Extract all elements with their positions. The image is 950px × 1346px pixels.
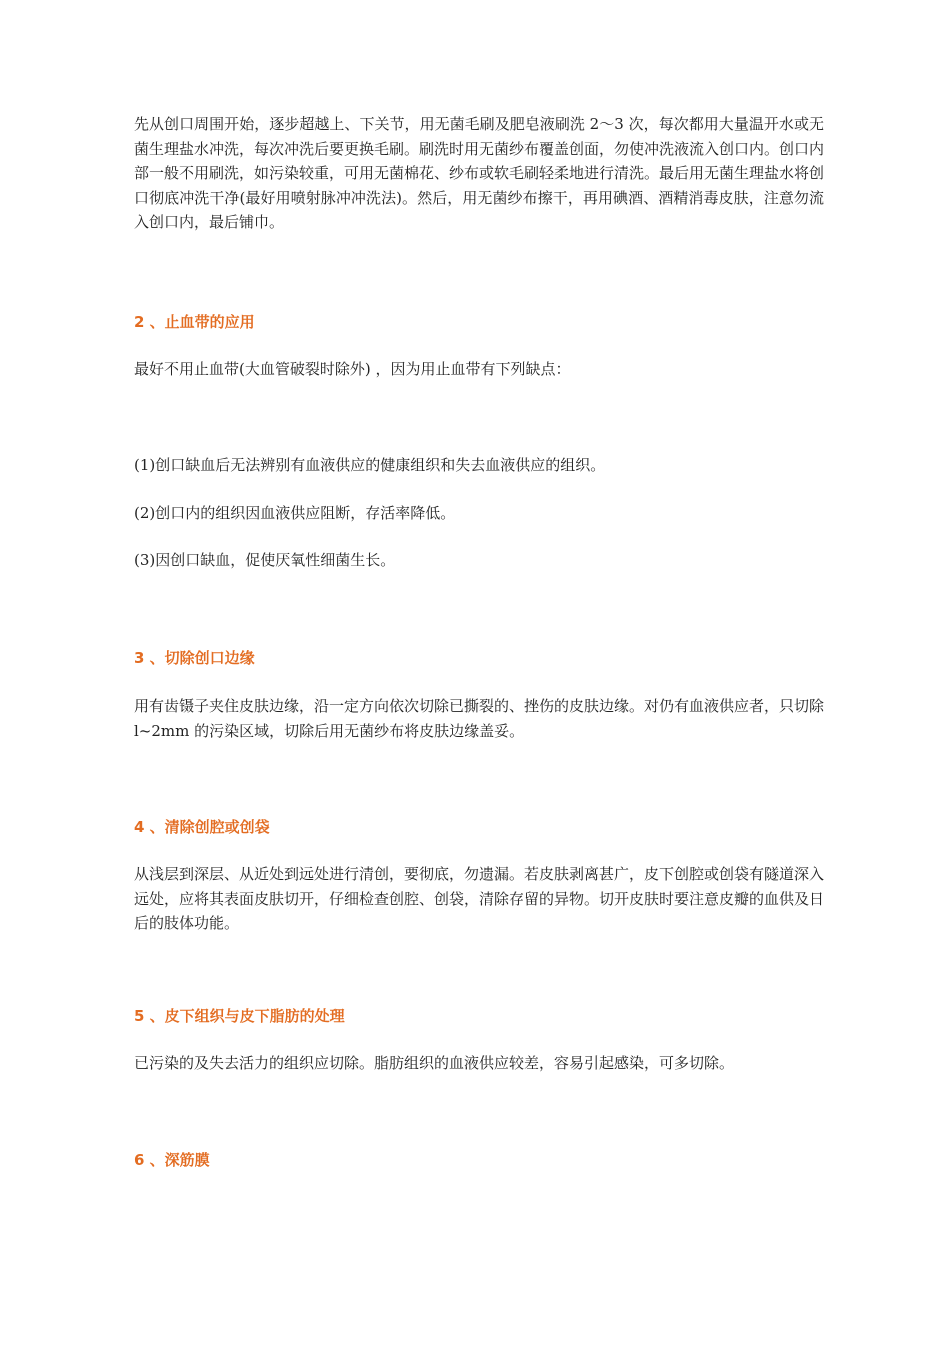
list-item: (1)创口缺血后无法辨别有血液供应的健康组织和失去血液供应的组织。 (134, 456, 606, 474)
section-heading-wound-edge: 3 、切除创口边缘 (134, 649, 255, 667)
section-heading-subcutaneous: 5 、皮下组织与皮下脂肪的处理 (134, 1007, 345, 1025)
list-item: (3)因创口缺血，促使厌氧性细菌生长。 (134, 551, 396, 569)
intro-paragraph: 先从创口周围开始，逐步超越上、下关节，用无菌毛刷及肥皂液刷洗 2～3 次，每次都用大量温开水或无菌生理盐水冲洗，每次冲洗后要更换毛刷。刷洗时用无菌纱布覆盖创面，勿使冲洗液流入创口内。创口内部一般不用刷洗，如污染较重，可用无菌棉花、纱布或软毛刷轻柔地进行清洗。最后用无菌生理盐水将创口彻底冲洗干净(最好用喷射脉冲冲洗法)。然后，用无菌纱布擦干，再用碘酒、酒精消毒皮肤，注意勿流入创口内，最后铺巾。 (134, 115, 825, 231)
section-paragraph-cavity: 从浅层到深层、从近处到远处进行清创，要彻底，勿遗漏。若皮肤剥离甚广，皮下创腔或创袋有隧道深入远处，应将其表面皮肤切开，仔细检查创腔、创袋，清除存留的异物。切开皮肤时要注意皮瓣的血供及日后的肢体功能。 (134, 865, 825, 932)
section-paragraph-subcutaneous: 已污染的及失去活力的组织应切除。脂肪组织的血液供应较差，容易引起感染，可多切除。 (134, 1054, 735, 1072)
section-heading-cavity: 4 、清除创腔或创袋 (134, 818, 270, 836)
section-heading-deep-fascia: 6 、深筋膜 (134, 1151, 210, 1169)
list-item: (2)创口内的组织因血液供应阻断，存活率降低。 (134, 504, 456, 522)
section-paragraph-wound-edge: 用有齿镊子夹住皮肤边缘，沿一定方向依次切除已撕裂的、挫伤的皮肤边缘。对仍有血液供应者，只切除 l~2mm 的污染区域，切除后用无菌纱布将皮肤边缘盖妥。 (134, 697, 825, 740)
section-paragraph-tourniquet: 最好不用止血带(大血管破裂时除外) ，因为用止血带有下列缺点： (134, 360, 571, 378)
section-heading-tourniquet: 2 、止血带的应用 (134, 313, 255, 331)
